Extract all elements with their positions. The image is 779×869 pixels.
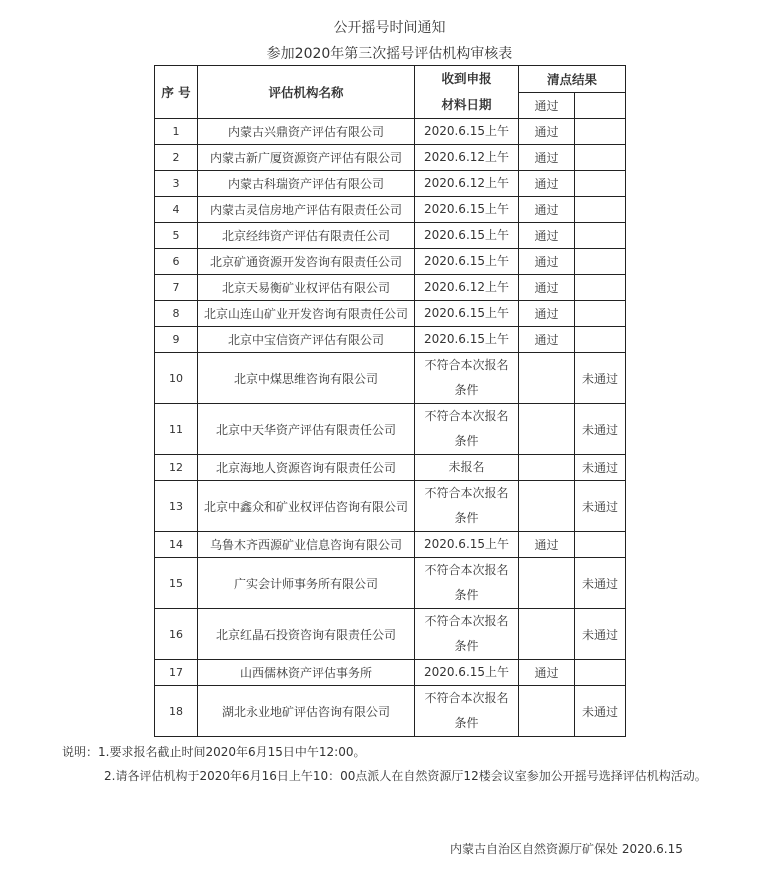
cell-seq: 6 <box>155 249 198 275</box>
cell-seq: 8 <box>155 301 198 327</box>
cell-fail: 未通过 <box>575 455 626 481</box>
header-fail <box>575 92 626 119</box>
cell-name: 北京中煤思维咨询有限公司 <box>198 353 415 404</box>
cell-date: 未报名 <box>415 455 519 481</box>
cell-fail <box>575 301 626 327</box>
cell-name: 北京中宝信资产评估有限公司 <box>198 327 415 353</box>
cell-seq: 9 <box>155 327 198 353</box>
cell-seq: 5 <box>155 223 198 249</box>
cell-name: 北京中天华资产评估有限责任公司 <box>198 404 415 455</box>
cell-pass: 通过 <box>519 119 575 145</box>
table-row <box>155 171 626 197</box>
cell-seq: 17 <box>155 660 198 686</box>
cell-date: 2020.6.12上午 <box>415 171 519 197</box>
cell-name: 湖北永业地矿评估咨询有限公司 <box>198 686 415 737</box>
table-row <box>155 119 626 145</box>
cell-fail: 未通过 <box>575 353 626 404</box>
table-row <box>155 609 626 660</box>
table-row <box>155 327 626 353</box>
cell-date: 2020.6.15上午 <box>415 119 519 145</box>
cell-name: 乌鲁木齐西源矿业信息咨询有限公司 <box>198 532 415 558</box>
cell-pass <box>519 481 575 532</box>
cell-fail <box>575 327 626 353</box>
cell-name: 北京经纬资产评估有限责任公司 <box>198 223 415 249</box>
cell-date: 2020.6.15上午 <box>415 197 519 223</box>
cell-seq: 1 <box>155 119 198 145</box>
cell-date: 2020.6.15上午 <box>415 249 519 275</box>
header-name: 评估机构名称 <box>198 66 415 119</box>
cell-name: 内蒙古科瑞资产评估有限公司 <box>198 171 415 197</box>
cell-name: 北京天易衡矿业权评估有限公司 <box>198 275 415 301</box>
cell-seq: 16 <box>155 609 198 660</box>
cell-fail <box>575 660 626 686</box>
cell-date: 不符合本次报名条件 <box>415 609 519 660</box>
header-date-line1: 收到申报 <box>441 71 492 86</box>
table-body <box>155 119 626 737</box>
table-row <box>155 145 626 171</box>
table-row <box>155 249 626 275</box>
table-row <box>155 686 626 737</box>
cell-name: 内蒙古兴鼎资产评估有限公司 <box>198 119 415 145</box>
header-date <box>415 66 519 119</box>
cell-name: 广实会计师事务所有限公司 <box>198 558 415 609</box>
table-row <box>155 404 626 455</box>
table-row <box>155 455 626 481</box>
cell-date: 不符合本次报名条件 <box>415 481 519 532</box>
cell-pass: 通过 <box>519 275 575 301</box>
cell-date: 不符合本次报名条件 <box>415 686 519 737</box>
cell-name: 内蒙古新广厦资源资产评估有限公司 <box>198 145 415 171</box>
cell-fail: 未通过 <box>575 481 626 532</box>
cell-date: 2020.6.15上午 <box>415 223 519 249</box>
document-subtitle: 参加2020年第三次摇号评估机构审核表 <box>266 46 513 62</box>
table-row <box>155 197 626 223</box>
cell-pass <box>519 609 575 660</box>
cell-pass: 通过 <box>519 660 575 686</box>
cell-seq: 15 <box>155 558 198 609</box>
cell-date: 2020.6.15上午 <box>415 301 519 327</box>
header-seq: 序 号 <box>155 66 198 119</box>
cell-name: 内蒙古灵信房地产评估有限责任公司 <box>198 197 415 223</box>
cell-pass: 通过 <box>519 327 575 353</box>
cell-pass <box>519 353 575 404</box>
cell-date: 2020.6.15上午 <box>415 327 519 353</box>
review-table <box>154 65 626 737</box>
table-row <box>155 558 626 609</box>
cell-date: 不符合本次报名条件 <box>415 558 519 609</box>
cell-fail <box>575 275 626 301</box>
table-row <box>155 481 626 532</box>
cell-pass: 通过 <box>519 301 575 327</box>
header-date-line2: 材料日期 <box>441 97 492 112</box>
cell-pass <box>519 404 575 455</box>
cell-fail <box>575 145 626 171</box>
cell-name: 北京山连山矿业开发咨询有限责任公司 <box>198 301 415 327</box>
table-row <box>155 275 626 301</box>
cell-pass: 通过 <box>519 532 575 558</box>
cell-pass: 通过 <box>519 249 575 275</box>
cell-fail: 未通过 <box>575 404 626 455</box>
cell-seq: 14 <box>155 532 198 558</box>
cell-seq: 12 <box>155 455 198 481</box>
cell-pass <box>519 558 575 609</box>
cell-name: 北京海地人资源咨询有限责任公司 <box>198 455 415 481</box>
cell-pass: 通过 <box>519 197 575 223</box>
cell-seq: 7 <box>155 275 198 301</box>
cell-pass <box>519 455 575 481</box>
document-title: 公开摇号时间通知 <box>333 20 446 36</box>
note-2: 2.请各评估机构于2020年6月16日上午10：00点派人在自然资源厅12楼会议室参加公开摇号选择评估机构活动。 <box>104 769 707 783</box>
cell-fail <box>575 249 626 275</box>
cell-fail <box>575 171 626 197</box>
header-pass: 通过 <box>519 92 575 119</box>
cell-name: 北京矿通资源开发咨询有限责任公司 <box>198 249 415 275</box>
cell-date: 2020.6.12上午 <box>415 275 519 301</box>
cell-date: 2020.6.15上午 <box>415 532 519 558</box>
cell-fail <box>575 119 626 145</box>
cell-name: 山西儒林资产评估事务所 <box>198 660 415 686</box>
cell-date: 2020.6.12上午 <box>415 145 519 171</box>
cell-date: 2020.6.15上午 <box>415 660 519 686</box>
header-result: 清点结果 <box>519 66 626 93</box>
cell-fail: 未通过 <box>575 609 626 660</box>
signature: 内蒙古自治区自然资源厅矿保处 2020.6.15 <box>450 842 683 856</box>
cell-fail <box>575 223 626 249</box>
table-row <box>155 301 626 327</box>
cell-seq: 3 <box>155 171 198 197</box>
cell-pass: 通过 <box>519 171 575 197</box>
cell-seq: 11 <box>155 404 198 455</box>
note-1: 说明：1.要求报名截止时间2020年6月15日中午12:00。 <box>62 745 366 759</box>
table-row <box>155 353 626 404</box>
cell-seq: 2 <box>155 145 198 171</box>
table-row <box>155 532 626 558</box>
cell-pass: 通过 <box>519 145 575 171</box>
cell-pass <box>519 686 575 737</box>
table-row <box>155 223 626 249</box>
cell-name: 北京中鑫众和矿业权评估咨询有限公司 <box>198 481 415 532</box>
table-row <box>155 660 626 686</box>
cell-date: 不符合本次报名条件 <box>415 404 519 455</box>
cell-fail: 未通过 <box>575 686 626 737</box>
cell-date: 不符合本次报名条件 <box>415 353 519 404</box>
cell-seq: 4 <box>155 197 198 223</box>
cell-fail <box>575 197 626 223</box>
cell-seq: 13 <box>155 481 198 532</box>
cell-pass: 通过 <box>519 223 575 249</box>
cell-fail <box>575 532 626 558</box>
cell-name: 北京红晶石投资咨询有限责任公司 <box>198 609 415 660</box>
cell-seq: 10 <box>155 353 198 404</box>
cell-fail: 未通过 <box>575 558 626 609</box>
header-row <box>155 66 626 93</box>
cell-seq: 18 <box>155 686 198 737</box>
